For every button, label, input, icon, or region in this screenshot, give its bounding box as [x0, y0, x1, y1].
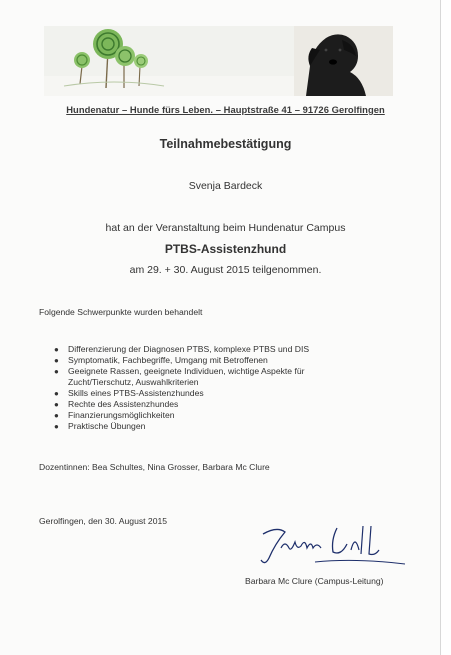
course-title: PTBS-Assistenzhund — [164, 242, 287, 256]
bullet-icon: ● — [54, 389, 59, 398]
page-edge — [440, 0, 451, 655]
bullet-icon: ● — [54, 422, 59, 431]
topic-text: Symptomatik, Fachbegriffe, Umgang mit Betroffenen — [68, 355, 268, 365]
topic-text: Skills eines PTBS-Assistenzhundes — [68, 388, 204, 398]
topic-text: Praktische Übungen — [68, 421, 146, 431]
signer-name: Barbara Mc Clure (Campus-Leitung) — [245, 576, 384, 586]
topic-text: Rechte des Assistenzhundes — [68, 399, 179, 409]
bullet-icon: ● — [54, 356, 59, 365]
list-item — [54, 388, 364, 399]
list-item — [54, 344, 364, 355]
lecturers-line: Dozentinnen: Bea Schultes, Nina Grosser, Barbara Mc Clure — [39, 462, 270, 472]
place-date: Gerolfingen, den 30. August 2015 — [39, 516, 168, 526]
topics-list — [54, 344, 364, 432]
list-item — [54, 410, 364, 421]
bullet-icon: ● — [54, 411, 59, 420]
bullet-icon: ● — [54, 400, 59, 409]
list-item — [54, 421, 364, 432]
list-item — [54, 399, 364, 410]
document-title: Teilnahmebestätigung — [159, 137, 292, 151]
header-banner — [44, 26, 393, 96]
topic-text: Differenzierung der Diagnosen PTBS, komplexe PTBS und DIS — [68, 344, 310, 354]
event-line: hat an der Veranstaltung beim Hundenatur Campus — [105, 222, 346, 234]
topics-intro: Folgende Schwerpunkte wurden behandelt — [39, 307, 203, 317]
dates-line: am 29. + 30. August 2015 teilgenommen. — [129, 264, 322, 276]
labrador-icon — [294, 26, 393, 96]
topic-text: Geeignete Rassen, geeignete Individuen, wichtige Aspekte für Zucht/Tierschutz, Auswahlkriterien — [68, 366, 305, 387]
bullet-icon: ● — [54, 345, 59, 354]
participant-name: Svenja Bardeck — [188, 180, 263, 192]
topic-text: Finanzierungsmöglichkeiten — [68, 410, 175, 420]
list-item — [54, 355, 364, 366]
list-item — [54, 366, 364, 388]
organization-address: Hundenatur – Hunde fürs Leben. – Hauptstraße 41 – 91726 Gerolfingen — [66, 104, 385, 115]
banner-art — [44, 26, 393, 96]
bullet-icon: ● — [54, 367, 59, 376]
signature-icon — [255, 520, 415, 570]
